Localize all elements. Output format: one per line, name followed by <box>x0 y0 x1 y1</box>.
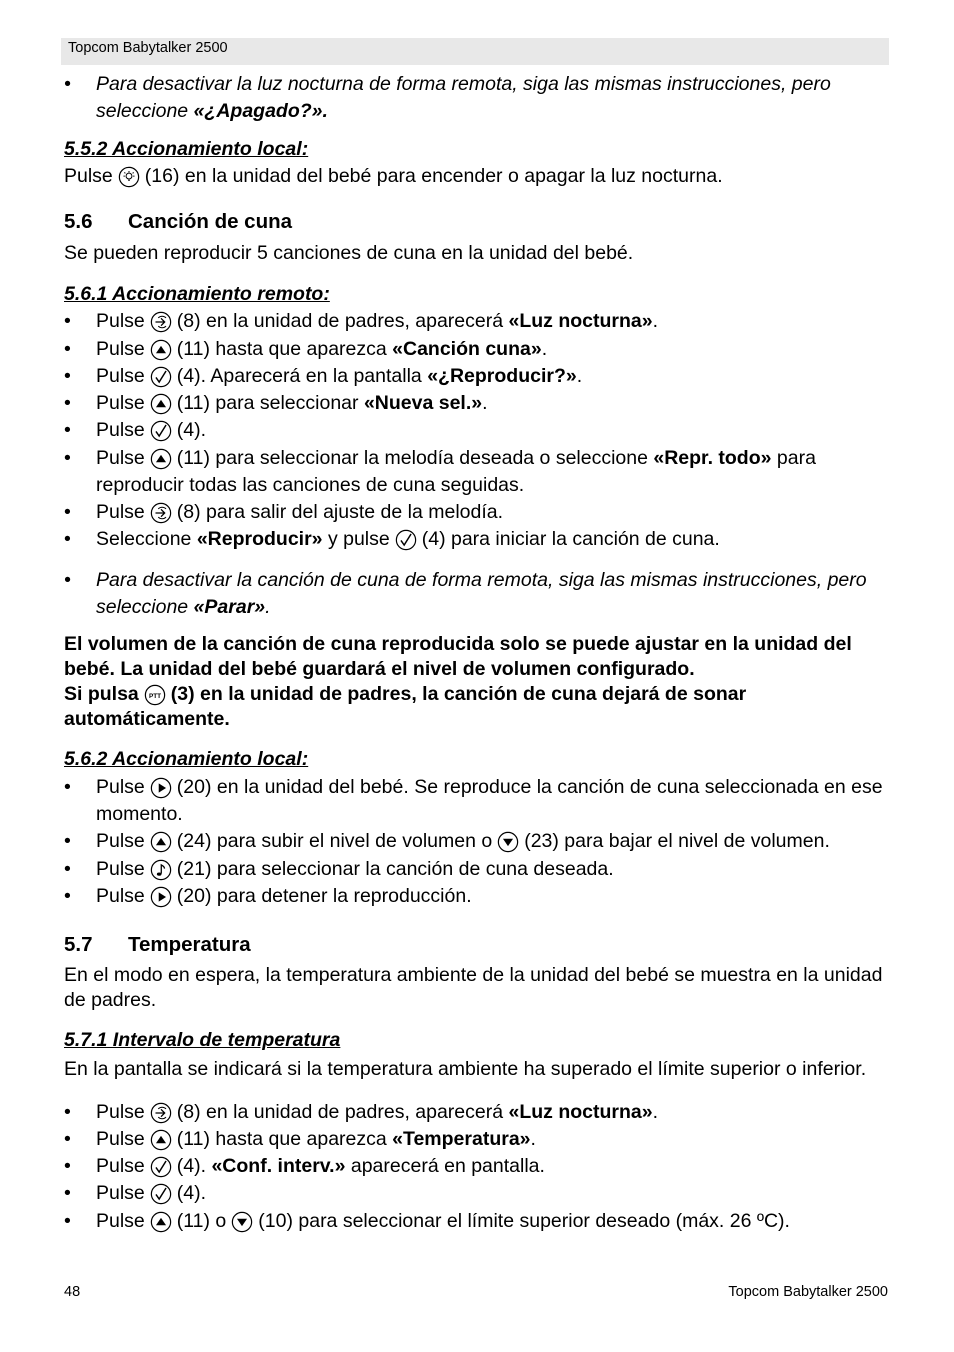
list-item: • Pulse (11) para seleccionar «Nueva sel.». <box>64 392 488 414</box>
list-item: • Pulse (11) hasta que aparezca «Temperatura». <box>64 1128 536 1150</box>
footer-title: Topcom Babytalker 2500 <box>728 1284 888 1300</box>
bullet: • <box>64 73 71 95</box>
bullet-remote-off-light: • Para desactivar la luz nocturna de forma remota, siga las mismas instrucciones, pero seleccione «¿Apagado?». <box>64 73 831 122</box>
up-icon <box>150 1211 172 1233</box>
list-item: • Pulse (4). <box>64 419 207 441</box>
play-icon <box>150 777 172 799</box>
down-icon <box>231 1211 253 1233</box>
up-icon <box>150 393 172 415</box>
heading-5-6-2: 5.6.2 Accionamiento local: <box>64 748 309 770</box>
ok-icon <box>150 366 172 388</box>
paragraph-5-6: Se pueden reproducir 5 canciones de cuna en la unidad del bebé. <box>64 242 634 264</box>
list-item: • Pulse (11) hasta que aparezca «Canción cuna». <box>64 338 548 360</box>
list-item: • Pulse (11) o (10) para seleccionar el límite superior deseado (máx. 26 ºC). <box>64 1210 790 1232</box>
ok-icon <box>150 1183 172 1205</box>
menu-icon <box>150 502 172 524</box>
ok-icon <box>395 529 417 551</box>
list-item: • Pulse (21) para seleccionar la canción de cuna deseada. <box>64 858 614 880</box>
paragraph-5-7-1: En la pantalla se indicará si la temperatura ambiente ha superado el límite superior o inferior. <box>64 1058 867 1080</box>
svg-text:PTT: PTT <box>148 692 161 700</box>
section-5-6-title: 5.6 Canción de cuna <box>64 210 293 233</box>
up-icon <box>150 831 172 853</box>
list-item: • Pulse (4). Aparecerá en la pantalla «¿Reproducir?». <box>64 365 583 387</box>
list-item: • Pulse (4). «Conf. interv.» aparecerá en pantalla. <box>64 1155 545 1177</box>
header-title: Topcom Babytalker 2500 <box>68 40 228 56</box>
paragraph-5-5-2: Pulse (16) en la unidad del bebé para encender o apagar la luz nocturna. <box>64 165 723 187</box>
down-icon <box>497 831 519 853</box>
music-note-icon <box>150 859 172 881</box>
up-icon <box>150 1129 172 1151</box>
ok-icon <box>150 420 172 442</box>
play-icon <box>150 886 172 908</box>
page-header <box>61 38 889 65</box>
list-item: • Pulse (8) en la unidad de padres, aparecerá «Luz nocturna». <box>64 310 659 332</box>
up-icon <box>150 339 172 361</box>
list-item: • Pulse (24) para subir el nivel de volumen o (23) para bajar el nivel de volumen. <box>64 830 830 852</box>
list-item: • Pulse (8) para salir del ajuste de la melodía. <box>64 501 504 523</box>
menu-icon <box>150 1102 172 1124</box>
menu-icon <box>150 311 172 333</box>
ok-icon <box>150 1156 172 1178</box>
up-icon <box>150 448 172 470</box>
night-light-icon <box>118 166 140 188</box>
bullet-remote-off-lullaby: • Para desactivar la canción de cuna de forma remota, siga las mismas instrucciones, pero seleccione «Parar». <box>64 569 867 618</box>
list-item: • Pulse (20) para detener la reproducción. <box>64 885 472 907</box>
list-item: • Pulse (4). <box>64 1182 207 1204</box>
heading-5-7-1: 5.7.1 Intervalo de temperatura <box>64 1029 341 1051</box>
list-item: • Pulse (8) en la unidad de padres, aparecerá «Luz nocturna». <box>64 1101 659 1123</box>
list-item: • Pulse (20) en la unidad del bebé. Se reproduce la canción de cuna seleccionada en ese momento. <box>64 776 883 825</box>
list-item: • Pulse (11) para seleccionar la melodía deseada o seleccione «Repr. todo» para reproducir todas las canciones de cuna seguidas. <box>64 447 816 496</box>
heading-5-5-2: 5.5.2 Accionamiento local: <box>64 138 309 160</box>
volume-note: El volumen de la canción de cuna reproducida solo se puede ajustar en la unidad del bebé. La unidad del bebé guardará el nivel de volumen configurado. Si pulsa PTT (3) en la unidad de padres, la canción de cuna dejará de sonar automáticamente. <box>64 633 852 730</box>
page-number: 48 <box>64 1284 81 1300</box>
heading-5-6-1: 5.6.1 Accionamiento remoto: <box>64 283 330 305</box>
paragraph-5-7: En el modo en espera, la temperatura ambiente de la unidad del bebé se muestra en la unidad de padres. <box>64 964 883 1011</box>
list-item: • Seleccione «Reproducir» y pulse (4) para iniciar la canción de cuna. <box>64 528 720 550</box>
ptt-icon <box>144 684 166 706</box>
section-5-7-title: 5.7 Temperatura <box>64 933 251 956</box>
